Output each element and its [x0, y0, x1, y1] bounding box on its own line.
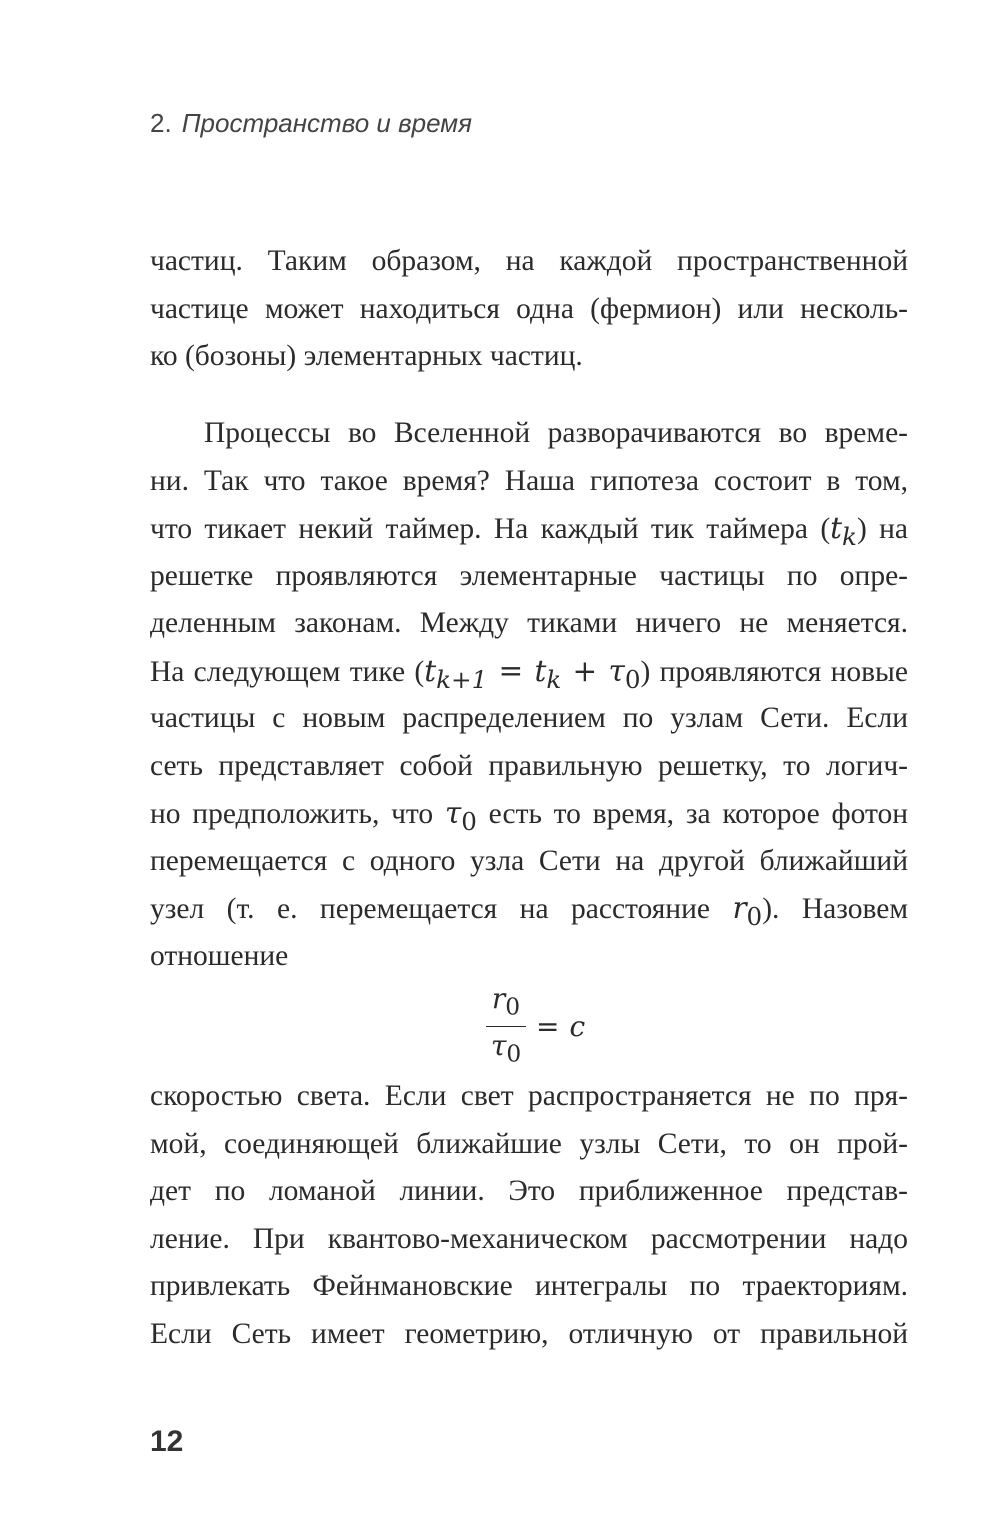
math-r: r [732, 891, 747, 925]
text-line: дет по ломаной линии. Это приближенное представ- [150, 1175, 908, 1207]
math-equals: = [487, 653, 535, 688]
text-line: ление. При квантово-механическом рассмотрении надо [150, 1222, 908, 1255]
text-line: ко (бозоны) элементарных частиц. [150, 340, 583, 372]
text-line-with-math [150, 885, 908, 933]
text-fragment: ). Назовем [762, 893, 908, 925]
text-fragment: но предположить, что [150, 798, 445, 830]
page-number: 12 [150, 1425, 184, 1458]
text-line-with-math [150, 648, 908, 696]
text-line: отношение [150, 939, 289, 972]
chapter-title: Пространство и время [181, 108, 472, 138]
text-fragment: ) проявляются новые [640, 655, 908, 688]
text-fragment: узел (т. е. перемещается на расстояние [150, 893, 733, 925]
text-line: решетке проявляются элементарные частицы по опре- [150, 559, 908, 592]
text-line: перемещается с одного узла Сети на другой ближайший [150, 844, 908, 877]
running-head [150, 108, 472, 139]
text-fragment: ) на [856, 513, 908, 545]
text-fragment: есть то время, за которое фотон [476, 798, 908, 830]
text-line: ни. Так что такое время? Наша гипотеза состоит в том, [150, 464, 908, 497]
text-line: частицы с новым распределением по узлам Сети. Если [150, 702, 908, 734]
text-line-with-math [150, 790, 908, 838]
text-fragment: На следующем тике ( [150, 655, 425, 688]
math-t: t [830, 511, 843, 545]
fraction-numerator [488, 980, 524, 1026]
math-t: t [534, 653, 547, 688]
text-line: частице может находиться одна (фермион) или несколь- [150, 292, 908, 325]
math-tau: τ [490, 1029, 507, 1063]
math-subscript: 0 [461, 806, 477, 836]
math-plus: + [561, 653, 609, 688]
text-line: мой, соединяющей ближайшие узлы Сети, то он прой- [150, 1127, 908, 1160]
math-subscript: k [842, 521, 857, 551]
text-line: Процессы во Вселенной разворачиваются во време- [204, 417, 908, 449]
math-subscript: 0 [746, 901, 763, 931]
text-line: сеть представляет собой правильную решетку, то логич- [150, 749, 908, 782]
text-line: деленным законам. Между тиками ничего не меняется. [150, 607, 908, 639]
display-formula [486, 980, 585, 1073]
math-subscript: k [546, 664, 562, 694]
text-line: Если Сеть имеет геометрию, отличную от правильной [150, 1317, 908, 1350]
fraction [486, 980, 526, 1073]
paragraph-1 [150, 238, 908, 381]
math-subscript: 0 [506, 1039, 522, 1068]
math-r: r [491, 982, 506, 1015]
paragraph-3 [150, 1073, 908, 1358]
text-line-with-math [150, 505, 908, 553]
fraction-denominator [487, 1027, 525, 1073]
paragraph-2 [150, 410, 908, 980]
text-line: частиц. Таким образом, на каждой пространственной [150, 245, 908, 277]
math-subscript: 0 [505, 992, 521, 1021]
math-subscript: 0 [624, 664, 641, 694]
math-t: t [424, 653, 437, 688]
math-tau: τ [608, 653, 625, 688]
math-subscript: k+1 [436, 664, 488, 694]
math-c: c [569, 1009, 586, 1043]
text-line: скоростью света. Если свет распространяется не по пря- [150, 1080, 908, 1112]
math-equals: = [536, 1009, 560, 1043]
chapter-number: 2. [150, 108, 172, 138]
text-fragment: что тикает некий таймер. На каждый тик таймера ( [150, 513, 831, 545]
text-line: привлекать Фейнмановские интегралы по траекториям. [150, 1270, 908, 1302]
math-tau: τ [444, 796, 462, 830]
